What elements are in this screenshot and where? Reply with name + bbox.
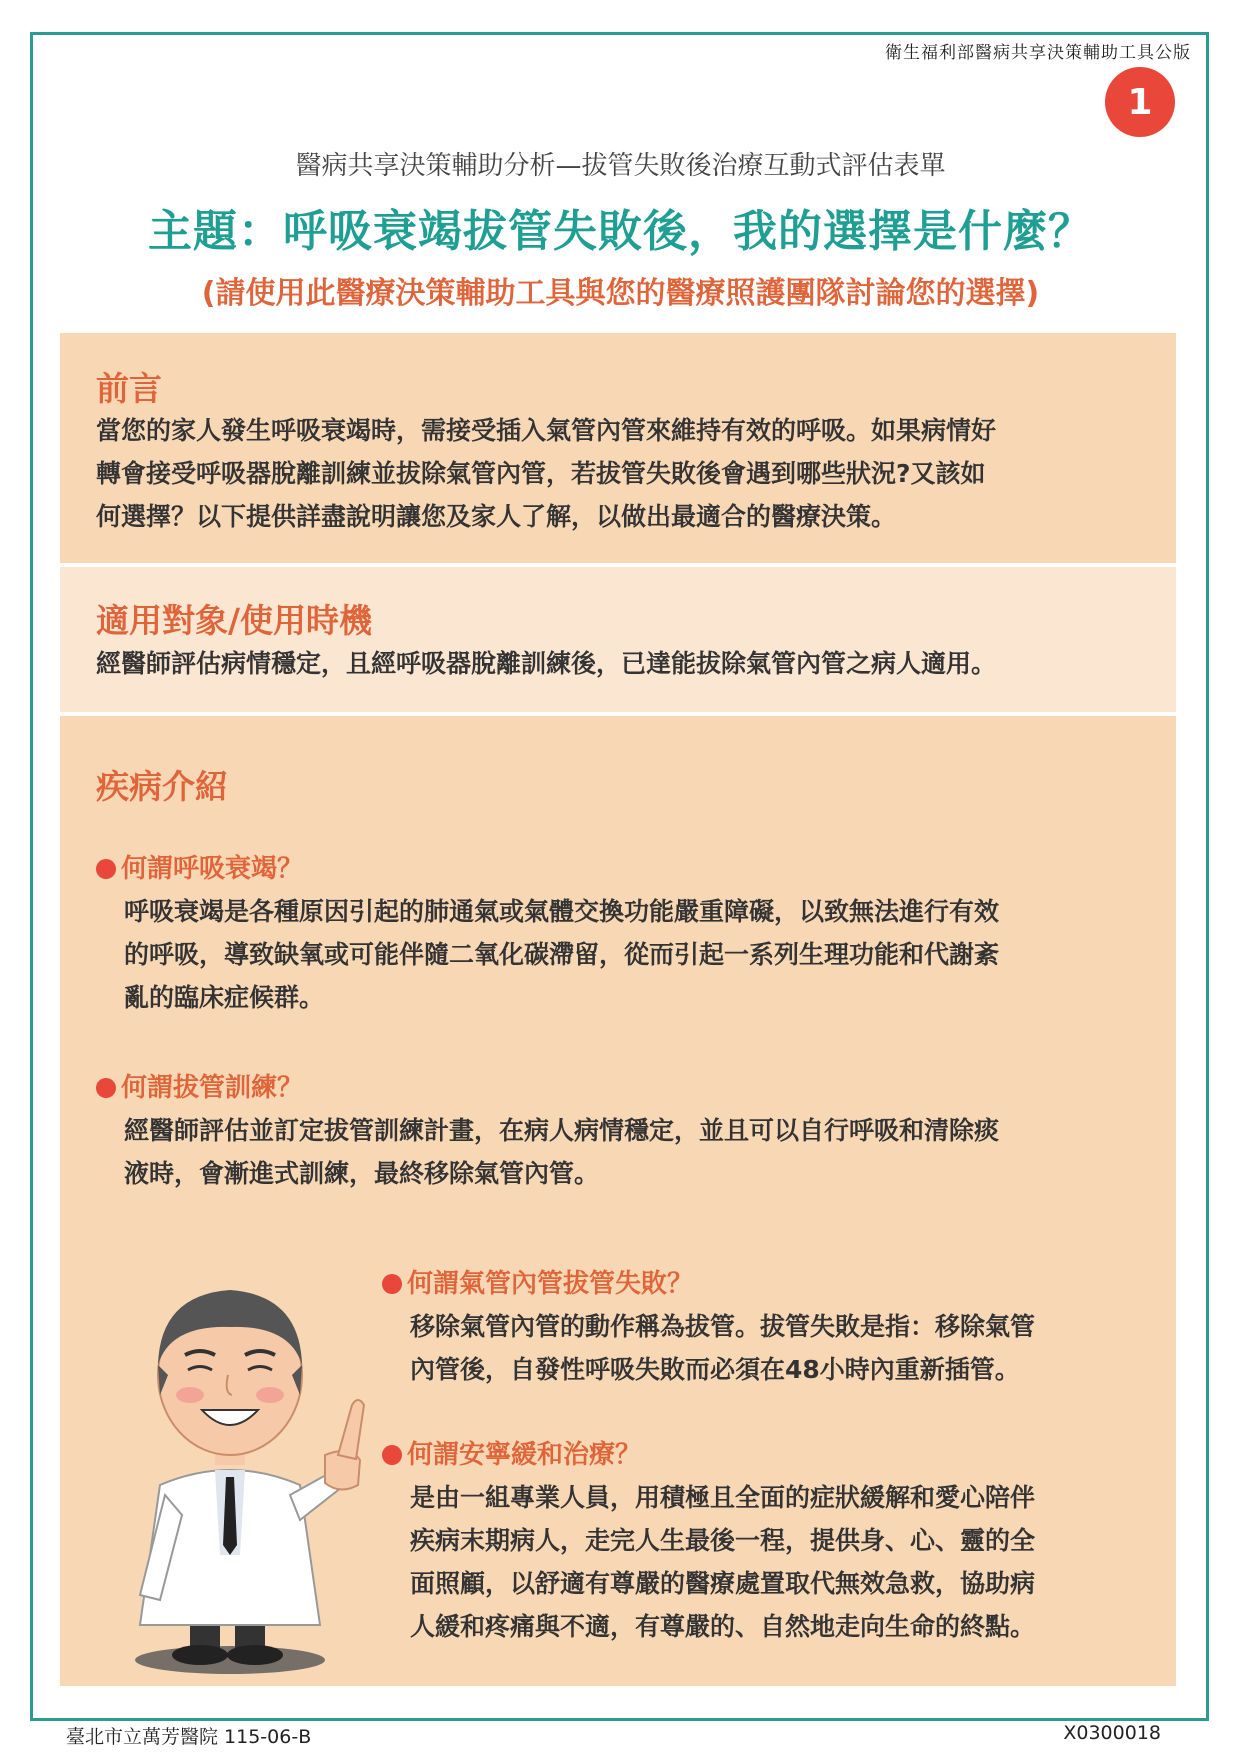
document-title: 主題：呼吸衰竭拔管失敗後，我的選擇是什麼？	[148, 206, 1093, 257]
publisher-label: 衛生福利部醫病共享決策輔助工具公版	[885, 43, 1191, 63]
disease-heading: 疾病介紹	[96, 767, 228, 806]
doctor-illustration	[120, 1255, 380, 1675]
intro-text	[96, 409, 996, 538]
q1-line: 的呼吸，導致缺氧或可能伴隨二氧化碳滯留，從而引起一系列生理功能和代謝紊	[124, 940, 1000, 969]
q4-text	[410, 1476, 1035, 1648]
red-dot-icon	[382, 1445, 402, 1465]
q4-title-text: 何謂安寧緩和治療？	[407, 1440, 642, 1470]
red-dot-icon	[96, 859, 116, 879]
q1-line: 亂的臨床症候群。	[124, 983, 325, 1012]
footer-hospital-code: 臺北市立萬芳醫院 115-06-B	[66, 1726, 312, 1748]
q2-line: 液時，會漸進式訓練，最終移除氣管內管。	[124, 1159, 600, 1188]
document-subtitle: 醫病共享決策輔助分析—拔管失敗後治療互動式評估表單	[295, 151, 946, 181]
intro-heading: 前言	[96, 369, 162, 408]
red-dot-icon	[382, 1274, 402, 1294]
q2-title	[96, 1067, 303, 1104]
q1-title	[96, 848, 303, 885]
usage-note: (請使用此醫療決策輔助工具與您的醫療照護團隊討論您的選擇)	[201, 276, 1040, 311]
intro-line: 轉會接受呼吸器脫離訓練並拔除氣管內管，若拔管失敗後會遇到哪些狀況?又該如	[96, 459, 986, 488]
q4-line: 面照顧，以舒適有尊嚴的醫療處置取代無效急救，協助病	[410, 1569, 1036, 1598]
red-dot-icon	[96, 1078, 116, 1098]
q2-line: 經醫師評估並訂定拔管訓練計畫，在病人病情穩定，並且可以自行呼吸和清除痰	[124, 1116, 1000, 1145]
q3-line: 移除氣管內管的動作稱為拔管。拔管失敗是指：移除氣管	[410, 1312, 1036, 1341]
q1-title-text: 何謂呼吸衰竭？	[121, 854, 304, 884]
intro-panel	[60, 333, 1176, 563]
page-number-badge: 1	[1105, 67, 1175, 137]
q3-title-text: 何謂氣管內管拔管失敗？	[407, 1269, 694, 1299]
q4-line: 人緩和疼痛與不適，有尊嚴的、自然地走向生命的終點。	[410, 1612, 1036, 1641]
q2-title-text: 何謂拔管訓練？	[121, 1073, 304, 1103]
q3-title	[382, 1263, 693, 1300]
q1-text	[124, 890, 999, 1019]
target-text	[96, 642, 996, 685]
q2-text	[124, 1109, 999, 1195]
q4-line: 疾病末期病人，走完人生最後一程，提供身、心、靈的全	[410, 1526, 1036, 1555]
target-heading: 適用對象/使用時機	[96, 601, 373, 640]
q4-line: 是由一組專業人員，用積極且全面的症狀緩解和愛心陪伴	[410, 1483, 1036, 1512]
target-line: 經醫師評估病情穩定，且經呼吸器脫離訓練後，已達能拔除氣管內管之病人適用。	[96, 649, 997, 678]
footer-document-id: X0300018	[1063, 1722, 1161, 1744]
target-panel	[60, 567, 1176, 712]
q3-text	[410, 1305, 1035, 1391]
q4-title	[382, 1434, 641, 1471]
intro-line: 當您的家人發生呼吸衰竭時，需接受插入氣管內管來維持有效的呼吸。如果病情好	[96, 416, 997, 445]
q1-line: 呼吸衰竭是各種原因引起的肺通氣或氣體交換功能嚴重障礙，以致無法進行有效	[124, 897, 1000, 926]
q3-line: 內管後，自發性呼吸失敗而必須在48小時內重新插管。	[410, 1355, 1020, 1384]
intro-line: 何選擇？以下提供詳盡說明讓您及家人了解，以做出最適合的醫療決策。	[96, 502, 897, 531]
